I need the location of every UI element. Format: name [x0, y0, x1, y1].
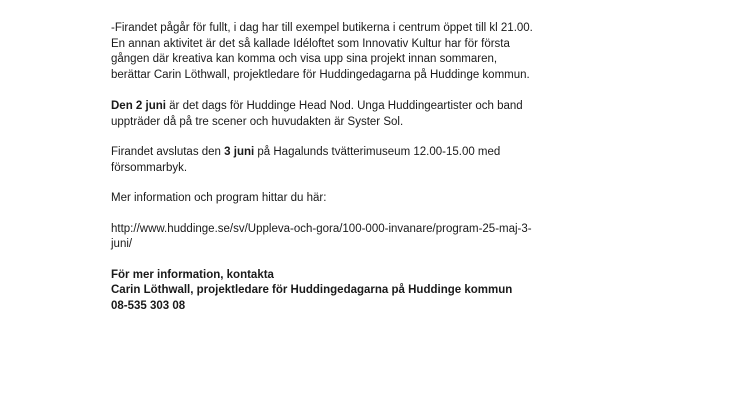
- paragraph-closing-text-rest: på Hagalunds tvätterimuseum 12.00-15.00 med: [254, 146, 501, 158]
- program-link[interactable]: [111, 222, 611, 253]
- contact-person: Carin Löthwall, projektledare för Huddingedagarna på Huddinge kommun: [111, 284, 513, 296]
- program-link-line[interactable]: http://www.huddinge.se/sv/Uppleva-och-gora/100-000-invanare/program-25-maj-3-: [111, 222, 532, 235]
- paragraph-closing-line: [111, 145, 611, 161]
- program-link-line[interactable]: juni/: [111, 238, 133, 250]
- contact-heading: För mer information, kontakta: [111, 268, 274, 281]
- date-3-juni: 3 juni: [224, 146, 255, 158]
- contact-block: [111, 268, 611, 315]
- more-info-text: Mer information och program hittar du här:: [111, 192, 327, 204]
- paragraph-head-nod-text: är det dags för Huddinge Head Nod. Unga Huddingeartister och band: [165, 100, 523, 112]
- paragraph-intro-line: gången där kreativa kan komma och visa upp sina projekt innan sommaren,: [111, 53, 498, 65]
- paragraph-head-nod-line: [111, 99, 611, 115]
- paragraph-closing-line: försommarbyk.: [111, 161, 188, 174]
- document-body: [111, 21, 611, 314]
- paragraph-head-nod: [111, 99, 611, 130]
- paragraph-closing-text-start: Firandet avslutas den: [111, 146, 225, 158]
- paragraph-intro-line: berättar Carin Löthwall, projektledare för Huddingedagarna på Huddinge kommun.: [111, 68, 530, 81]
- paragraph-closing-event: [111, 145, 611, 176]
- contact-phone: 08-535 303 08: [111, 299, 186, 312]
- paragraph-intro: [111, 21, 611, 83]
- paragraph-more-info: [111, 191, 611, 207]
- paragraph-head-nod-line: uppträder då på tre scener och huvudakten är Syster Sol.: [111, 115, 404, 128]
- date-2-juni: Den 2 juni: [111, 100, 166, 112]
- paragraph-intro-line: En annan aktivitet är det så kallade Idéloftet som Innovativ Kultur har för första: [111, 37, 510, 50]
- paragraph-intro-line: -Firandet pågår för fullt, i dag har till exempel butikerna i centrum öppet till kl 21.00.: [111, 22, 533, 34]
